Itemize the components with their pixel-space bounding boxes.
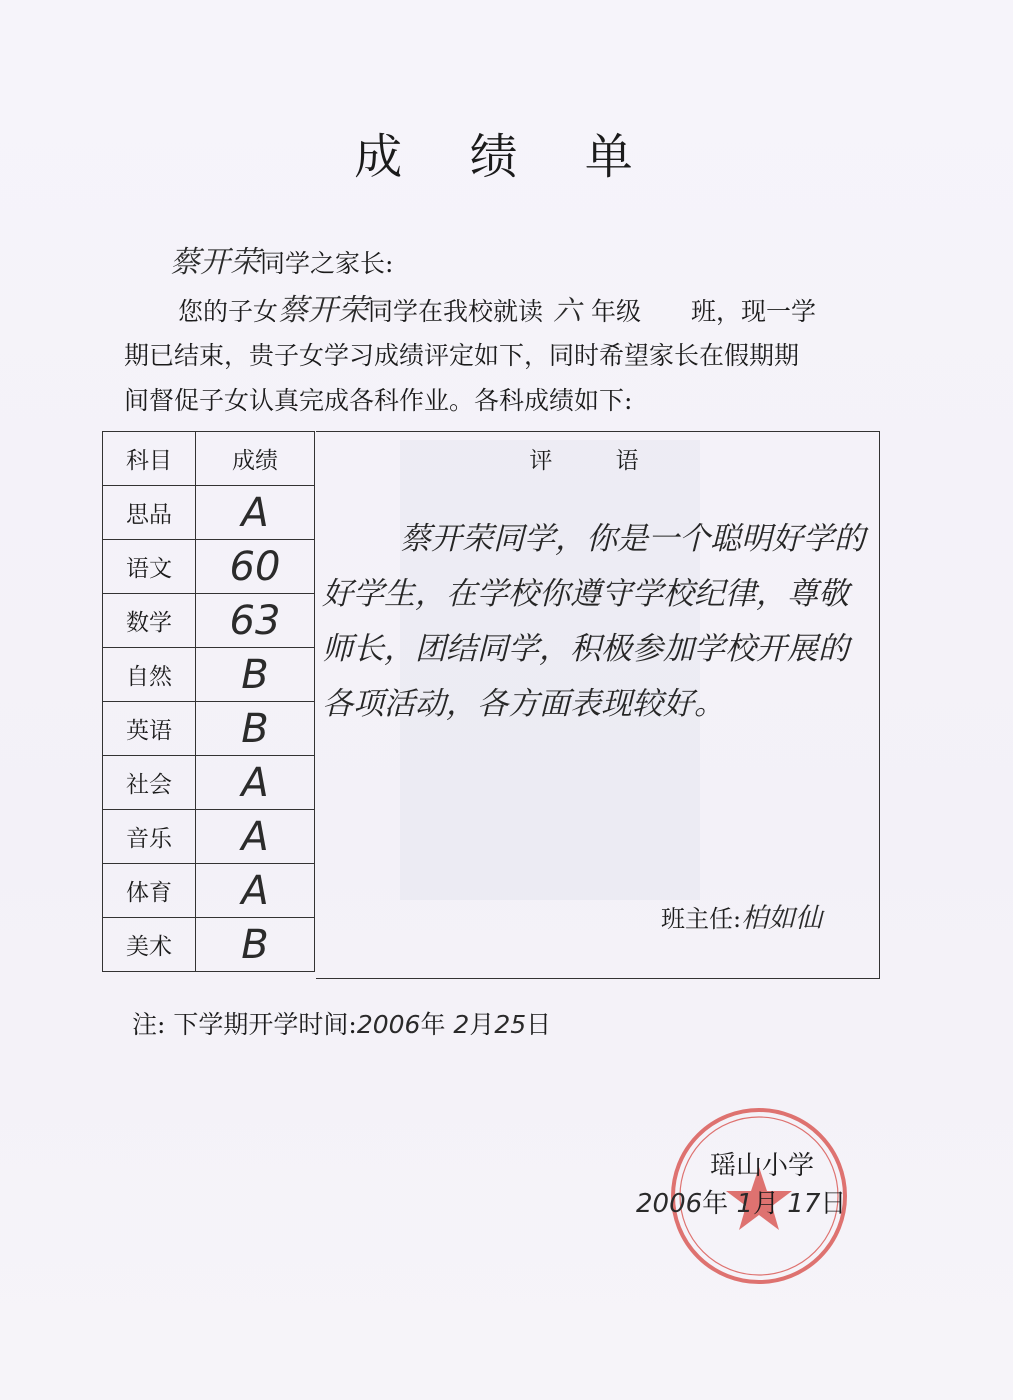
intro-grade-number: 六	[553, 294, 582, 327]
comment-header: 评 语	[529, 448, 667, 474]
subject-cell: 美术	[103, 918, 196, 972]
footer-school: 瑶山小学	[710, 1151, 815, 1181]
comment-box	[316, 431, 880, 979]
table-row	[103, 594, 315, 648]
subject-cell: 英语	[103, 702, 196, 756]
grade-cell: 60	[196, 540, 315, 594]
subject-cell: 体育	[103, 864, 196, 918]
intro-line-2: 期已结束，贵子女学习成绩评定如下，同时希望家长在假期期	[124, 341, 800, 370]
table-row	[103, 810, 315, 864]
grade-cell: B	[196, 918, 315, 972]
table-row	[103, 702, 315, 756]
subject-cell: 思品	[103, 486, 196, 540]
header-grade: 成绩	[196, 432, 315, 486]
comment-text: 蔡开荣同学，你是一个聪明好学的好学生，在学校你遵守学校纪律，尊敬师长，团结同学，积极参加学校开展的各项活动，各方面表现较好。	[322, 521, 865, 722]
grade-cell: A	[196, 810, 315, 864]
grade-cell: A	[196, 864, 315, 918]
greeting-student-name: 蔡开荣	[170, 245, 260, 280]
greeting-line	[170, 237, 393, 281]
grade-table	[102, 431, 315, 972]
footer-day-unit: 日	[820, 1189, 847, 1219]
grade-cell: A	[196, 486, 315, 540]
intro-suffix: 年级 班，现一学	[591, 297, 817, 326]
subject-cell: 语文	[103, 540, 196, 594]
table-row	[103, 918, 315, 972]
intro-mid: 同学在我校就读	[368, 297, 544, 326]
subject-cell: 自然	[103, 648, 196, 702]
note-day-unit: 日	[526, 1010, 552, 1039]
table-row	[103, 864, 315, 918]
intro-student-name: 蔡开荣	[278, 293, 369, 328]
table-row	[103, 756, 315, 810]
teacher-label: 班主任:	[661, 905, 742, 933]
note-month-unit: 月	[469, 1010, 495, 1039]
teacher-name: 柏如仙	[741, 903, 823, 934]
grade-cell: B	[196, 648, 315, 702]
table-row	[103, 540, 315, 594]
note-month: 2	[453, 1010, 470, 1039]
footer-month-unit: 月	[753, 1189, 780, 1219]
footer-date	[636, 1183, 846, 1220]
note-day: 25	[494, 1010, 527, 1039]
footer-month: 1	[736, 1189, 753, 1219]
footer-day: 17	[787, 1189, 821, 1219]
note-year-unit: 年	[420, 1010, 446, 1039]
subject-cell: 数学	[103, 594, 196, 648]
note-text: 下学期开学时间:	[173, 1010, 357, 1039]
footer-year-unit: 年	[702, 1189, 729, 1219]
intro-line-3: 间督促子女认真完成各科作业。各科成绩如下:	[124, 386, 633, 415]
note-label: 注:	[132, 1010, 166, 1039]
teacher-signature-line	[661, 896, 822, 935]
note-year: 2006	[356, 1010, 421, 1039]
grade-cell: 63	[196, 594, 315, 648]
table-header-row	[103, 432, 315, 486]
intro-prefix: 您的子女	[178, 297, 279, 326]
subject-cell: 社会	[103, 756, 196, 810]
greeting-suffix: 同学之家长:	[260, 249, 394, 278]
note-line	[132, 1005, 551, 1041]
header-subject: 科目	[103, 432, 196, 486]
grade-cell: A	[196, 756, 315, 810]
footer-year: 2006	[636, 1189, 703, 1219]
subject-cell: 音乐	[103, 810, 196, 864]
page-title: 成 绩 单	[354, 129, 659, 185]
intro-line-1	[178, 285, 816, 329]
table-row	[103, 486, 315, 540]
grade-cell: B	[196, 702, 315, 756]
table-row	[103, 648, 315, 702]
